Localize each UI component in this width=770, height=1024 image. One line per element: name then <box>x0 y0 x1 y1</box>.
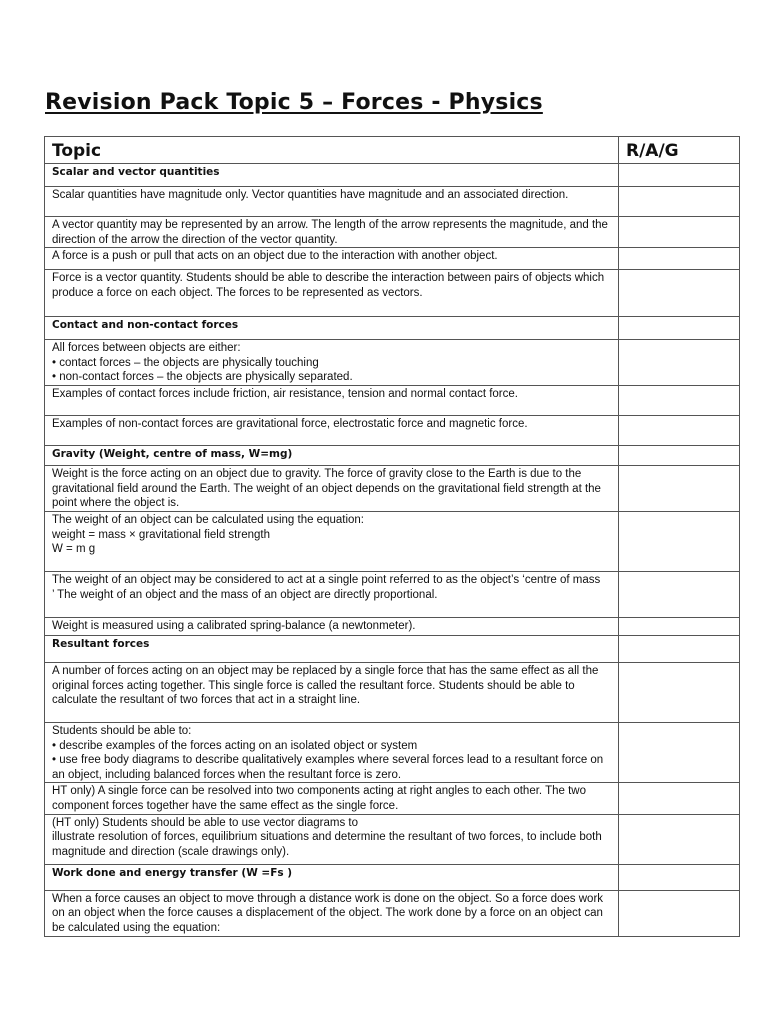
table-row <box>45 617 740 635</box>
rag-cell[interactable] <box>619 864 740 890</box>
section-title: Resultant forces <box>45 635 619 662</box>
rag-cell[interactable] <box>619 445 740 465</box>
section-header-row <box>45 864 740 890</box>
table-row <box>45 571 740 617</box>
rag-cell[interactable] <box>619 248 740 270</box>
section-header-row <box>45 317 740 340</box>
table-row <box>45 662 740 722</box>
rag-cell[interactable] <box>619 164 740 187</box>
rag-cell[interactable] <box>619 511 740 571</box>
rag-cell[interactable] <box>619 415 740 445</box>
table-row <box>45 340 740 386</box>
table-row <box>45 187 740 217</box>
rag-cell[interactable] <box>619 187 740 217</box>
topic-text: A vector quantity may be represented by an arrow. The length of the arrow represents the magnitude, and the direction of the arrow the direction of the vector quantity. <box>45 217 619 248</box>
rag-cell[interactable] <box>619 814 740 864</box>
topic-text: When a force causes an object to move through a distance work is done on the object. So a force does work on an object when the force causes a displacement of the object. The work done by a force on an object can be calculated using the equation: <box>45 890 619 936</box>
table-row <box>45 814 740 864</box>
rag-column-header: R/A/G <box>619 137 740 164</box>
table-row <box>45 511 740 571</box>
table-row <box>45 415 740 445</box>
rag-cell[interactable] <box>619 783 740 814</box>
section-title: Work done and energy transfer (W =Fs ) <box>45 864 619 890</box>
topic-text: Scalar quantities have magnitude only. Vector quantities have magnitude and an associated direction. <box>45 187 619 217</box>
topic-text: All forces between objects are either: • contact forces – the objects are physically touching • non-contact forces – the objects are physically separated. <box>45 340 619 386</box>
section-title: Contact and non-contact forces <box>45 317 619 340</box>
rag-cell[interactable] <box>619 662 740 722</box>
table-row <box>45 465 740 511</box>
rag-cell[interactable] <box>619 317 740 340</box>
topic-text: A number of forces acting on an object may be replaced by a single force that has the same effect as all the original forces acting together. This single force is called the resultant force. Students should be able to calculate the resultant of two forces that act in a straight line. <box>45 662 619 722</box>
rag-cell[interactable] <box>619 217 740 248</box>
rag-cell[interactable] <box>619 385 740 415</box>
table-row <box>45 270 740 317</box>
topic-text: A force is a push or pull that acts on an object due to the interaction with another object. <box>45 248 619 270</box>
rag-cell[interactable] <box>619 617 740 635</box>
topic-text: Examples of contact forces include friction, air resistance, tension and normal contact force. <box>45 385 619 415</box>
topic-text: The weight of an object may be considered to act at a single point referred to as the object’s ‘centre of mass ’ The weight of an object and the mass of an object are directly proportional. <box>45 571 619 617</box>
table-header-row <box>45 137 740 164</box>
table-row <box>45 722 740 782</box>
section-title: Scalar and vector quantities <box>45 164 619 187</box>
topic-text: Force is a vector quantity. Students should be able to describe the interaction between pairs of objects which produce a force on each object. The forces to be represented as vectors. <box>45 270 619 317</box>
topic-text: The weight of an object can be calculated using the equation: weight = mass × gravitational field strength W = m g <box>45 511 619 571</box>
topic-checklist-table <box>44 136 740 937</box>
topic-text: Students should be able to: • describe examples of the forces acting on an isolated object or system • use free body diagrams to describe qualitatively examples where several forces lead to a resultant force on an object, including balanced forces when the resultant force is zero. <box>45 722 619 782</box>
topic-text: HT only) A single force can be resolved into two components acting at right angles to each other. The two component forces together have the same effect as the single force. <box>45 783 619 814</box>
table-row <box>45 248 740 270</box>
table-row <box>45 890 740 936</box>
topic-text: (HT only) Students should be able to use vector diagrams to illustrate resolution of forces, equilibrium situations and determine the resultant of two forces, to include both magnitude and direction (scale drawings only). <box>45 814 619 864</box>
section-header-row <box>45 635 740 662</box>
rag-cell[interactable] <box>619 340 740 386</box>
page-title: Revision Pack Topic 5 – Forces - Physics <box>45 90 543 115</box>
topic-text: Examples of non-contact forces are gravitational force, electrostatic force and magnetic force. <box>45 415 619 445</box>
rag-cell[interactable] <box>619 571 740 617</box>
table-row <box>45 783 740 814</box>
topic-column-header: Topic <box>45 137 619 164</box>
table-row <box>45 217 740 248</box>
topic-text: Weight is measured using a calibrated spring-balance (a newtonmeter). <box>45 617 619 635</box>
rag-cell[interactable] <box>619 722 740 782</box>
rag-cell[interactable] <box>619 270 740 317</box>
topic-text: Weight is the force acting on an object due to gravity. The force of gravity close to the Earth is due to the gravitational field around the Earth. The weight of an object depends on the gravitational field strength at the point where the object is. <box>45 465 619 511</box>
rag-cell[interactable] <box>619 465 740 511</box>
table-row <box>45 385 740 415</box>
section-header-row <box>45 164 740 187</box>
section-header-row <box>45 445 740 465</box>
rag-cell[interactable] <box>619 890 740 936</box>
rag-cell[interactable] <box>619 635 740 662</box>
section-title: Gravity (Weight, centre of mass, W=mg) <box>45 445 619 465</box>
